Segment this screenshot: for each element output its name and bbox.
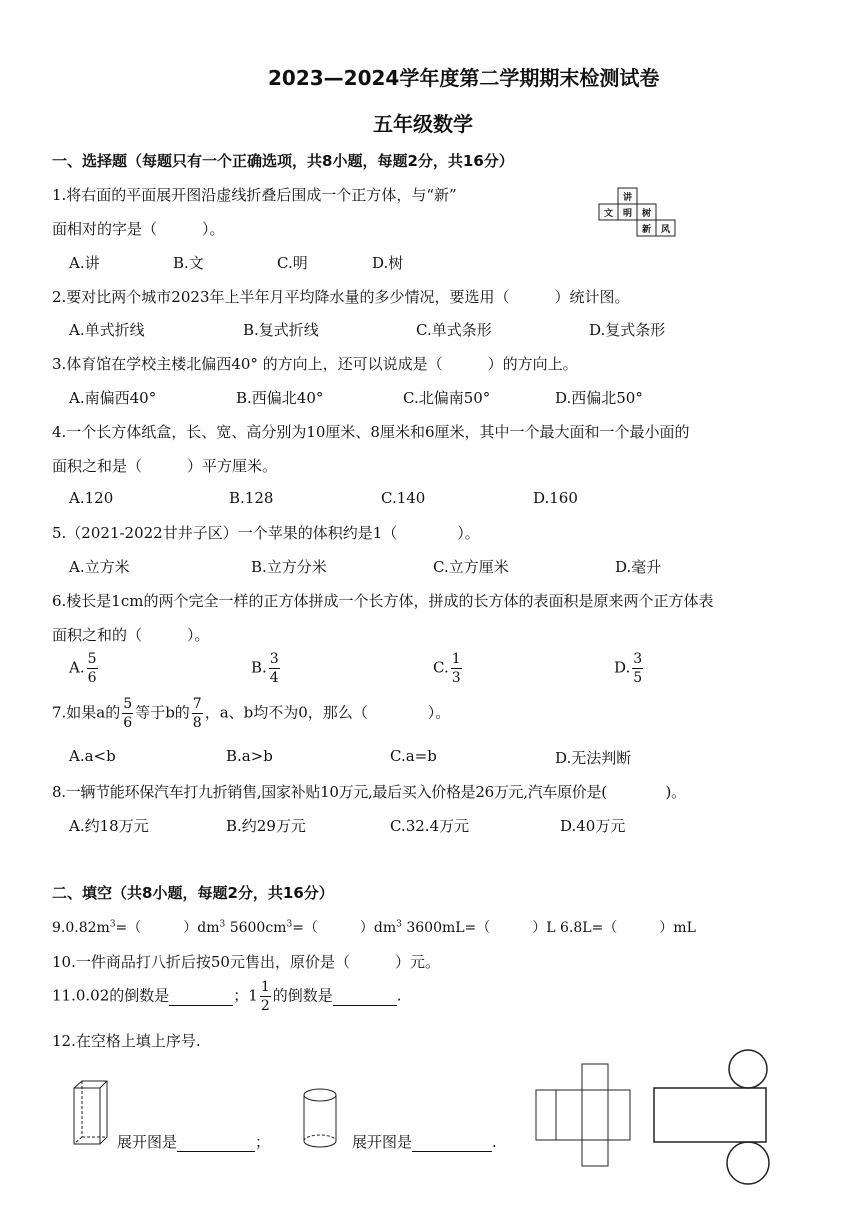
q4-option-b[interactable]: B.128 (229, 489, 274, 507)
q11-text: 11.0.02的倒数是 ；1 $\frac{1}{2}$ 的倒数是 . (52, 979, 402, 1014)
q3-text: 3.体育馆在学校主楼北偏西40° 的方向上，还可以说成是（ ）的方向上。 (52, 355, 578, 373)
q8-text: 8.一辆节能环保汽车打九折销售,国家补贴10万元,最后买入价格是26万元,汽车原价是( )。 (52, 783, 686, 801)
q3-option-b[interactable]: B.西偏北40° (236, 389, 324, 407)
q6-option-c-fraction: $\frac{1}{3}$ (451, 651, 461, 686)
q3-option-a[interactable]: A.南偏西40° (69, 389, 157, 407)
q7-text: 7.如果a的 $\frac{5}{6}$ 等于b的 $\frac{7}{8}$ ，a、b均不为0，那么（ ）。 (52, 696, 451, 731)
q2-option-c[interactable]: C.单式条形 (416, 321, 492, 339)
q12-blank-2[interactable] (412, 1133, 492, 1152)
q2-text: 2.要对比两个城市2023年上半年月平均降水量的多少情况，要选用（ ）统计图。 (52, 288, 630, 306)
q8-option-a[interactable]: A.约18万元 (69, 817, 149, 835)
net-label-xin: 新 (641, 225, 652, 235)
page-subtitle: 五年级数学 (373, 112, 473, 136)
q7-fraction-2: $\frac{7}{8}$ (192, 696, 202, 731)
q8-option-b[interactable]: B.约29万元 (226, 817, 306, 835)
q6-text-line1: 6.棱长是1cm的两个完全一样的正方体拼成一个长方体，拼成的长方体的表面积是原来两个正方体表 (52, 592, 714, 610)
net-label-ming: 明 (622, 209, 633, 219)
q1-text-line1: 1.将右面的平面展开图沿虚线折叠后围成一个正方体，与“新” (52, 186, 457, 204)
q7-option-c[interactable]: C.a=b (390, 747, 437, 765)
q6-text-line2: 面积之和的（ ）。 (52, 626, 210, 644)
q2-option-b[interactable]: B.复式折线 (243, 321, 319, 339)
q6-option-d-fraction: $\frac{3}{5}$ (633, 651, 643, 686)
q7-option-b[interactable]: B.a>b (226, 747, 273, 765)
q8-option-c[interactable]: C.32.4万元 (390, 817, 470, 835)
q4-option-d[interactable]: D.160 (533, 489, 578, 507)
q11-blank-1[interactable] (169, 987, 233, 1006)
q1-cube-net-figure (598, 186, 680, 242)
q9-text: $9.0.82m^3=$（ ）$dm^3$ $5600cm^3=$（ ）$dm^3$ 3600mL=（ ）L 6.8L=（ ）mL (52, 919, 696, 936)
q12-text: 12.在空格上填上序号. (52, 1032, 201, 1050)
q1-text-line2: 面相对的字是（ ）。 (52, 220, 225, 238)
section2-heading: 二、填空（共8小题，每题2分，共16分） (52, 884, 334, 902)
q6-option-d-label: D. (614, 658, 631, 677)
q6-option-a-fraction: $\frac{5}{6}$ (87, 651, 97, 686)
q4-text-line2: 面积之和是（ ）平方厘米。 (52, 457, 278, 475)
q1-option-b[interactable]: B.文 (173, 254, 204, 272)
q5-option-a[interactable]: A.立方米 (69, 558, 130, 576)
q8-option-d[interactable]: D.40万元 (560, 817, 626, 835)
q4-option-c[interactable]: C.140 (381, 489, 426, 507)
cuboid-net-figure (532, 1062, 634, 1168)
section1-heading: 一、选择题（每题只有一个正确选项，共8小题，每题2分，共16分） (52, 152, 514, 170)
q5-option-c[interactable]: C.立方厘米 (433, 558, 509, 576)
q10-text: 10.一件商品打八折后按50元售出，原价是（ ）元。 (52, 953, 440, 971)
q6-option-c-label: C. (433, 658, 449, 677)
q1-option-d[interactable]: D.树 (372, 254, 404, 272)
q6-option-c[interactable] (433, 652, 464, 685)
page-title: 2023—2024学年度第二学期期末检测试卷 (268, 66, 660, 90)
q3-option-d[interactable]: D.西偏北50° (555, 389, 643, 407)
q11-fraction: $\frac{1}{2}$ (260, 979, 270, 1014)
q5-option-b[interactable]: B.立方分米 (251, 558, 327, 576)
q7-fraction-1: $\frac{5}{6}$ (123, 696, 133, 731)
q6-option-b-fraction: $\frac{3}{4}$ (269, 651, 279, 686)
cylinder-figure (300, 1086, 340, 1152)
net-label-jiang: 讲 (622, 193, 633, 203)
q6-option-b-label: B. (251, 658, 267, 677)
cuboid-figure (70, 1078, 110, 1148)
cylinder-net-figure (650, 1048, 774, 1188)
q6-option-d[interactable] (614, 652, 645, 685)
q2-option-a[interactable]: A.单式折线 (69, 321, 145, 339)
net-label-shu: 树 (641, 209, 652, 219)
q6-option-a-label: A. (69, 658, 85, 677)
q7-option-d[interactable]: D.无法判断 (555, 749, 632, 767)
q2-option-d[interactable]: D.复式条形 (589, 321, 666, 339)
q4-text-line1: 4.一个长方体纸盒，长、宽、高分别为10厘米、8厘米和6厘米，其中一个最大面和一个最小面的 (52, 423, 690, 441)
q12-blank-1[interactable] (177, 1133, 255, 1152)
q5-option-d[interactable]: D.毫升 (615, 558, 662, 576)
q3-option-c[interactable]: C.北偏南50° (403, 389, 491, 407)
net-label-wen: 文 (603, 209, 614, 219)
q1-option-c[interactable]: C.明 (277, 254, 308, 272)
q7-option-a[interactable]: A.a<b (69, 747, 116, 765)
q4-option-a[interactable]: A.120 (69, 489, 114, 507)
q11-blank-2[interactable] (333, 987, 397, 1006)
net-label-feng: 风 (660, 225, 671, 235)
q6-option-a[interactable] (69, 652, 100, 685)
q5-text: 5.（2021-2022甘井子区）一个苹果的体积约是1（ ）。 (52, 524, 480, 542)
q12-label-1: 展开图是 ； (117, 1133, 271, 1151)
q12-label-2: 展开图是 . (352, 1133, 497, 1151)
q6-option-b[interactable] (251, 652, 282, 685)
q1-option-a[interactable]: A.讲 (69, 254, 100, 272)
